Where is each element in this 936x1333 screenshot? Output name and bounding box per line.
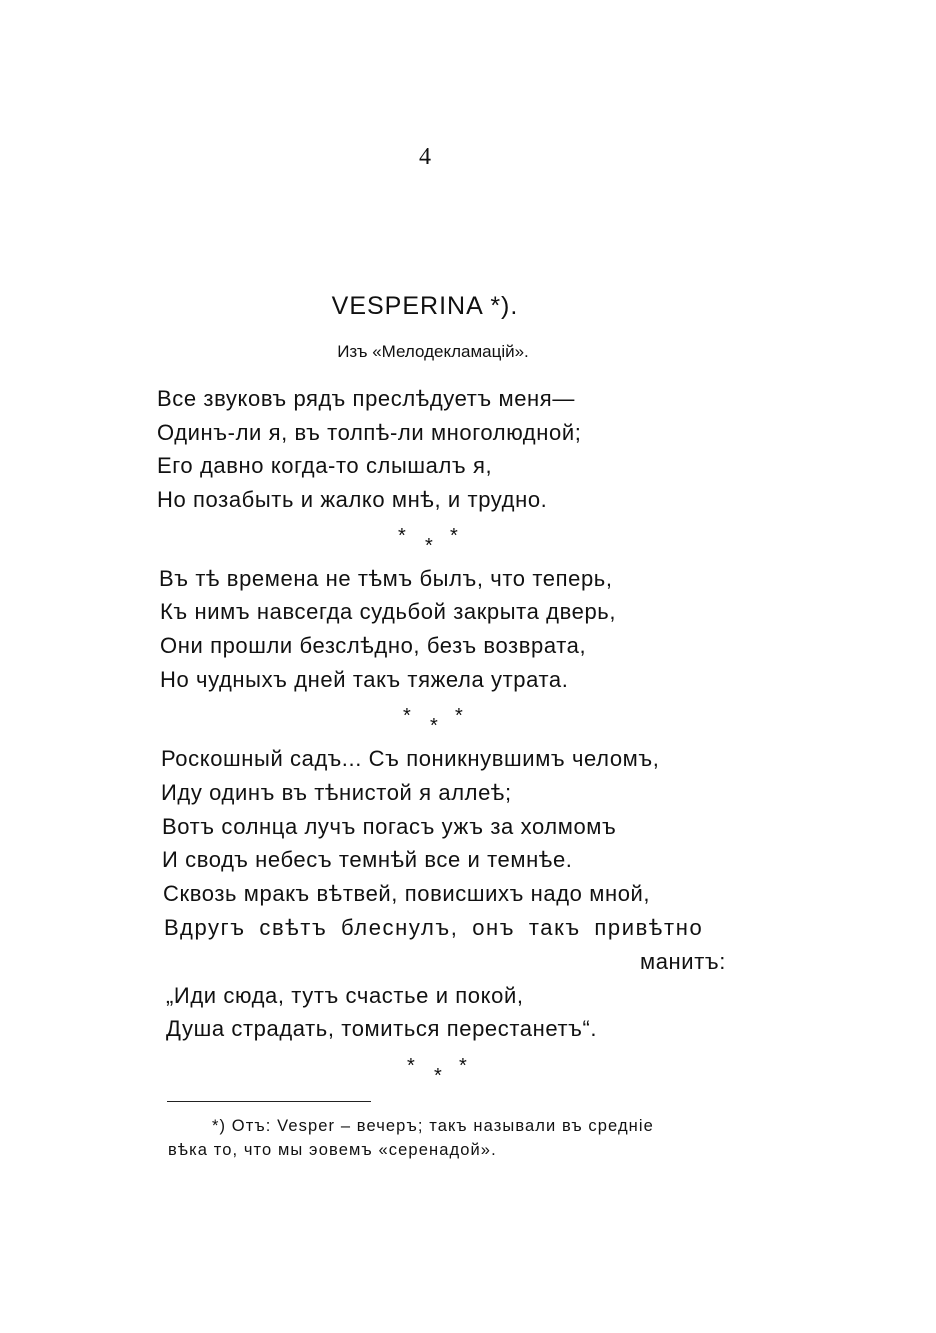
poem-subtitle: Изъ «Мелодекламацій». — [337, 342, 529, 361]
footnote-line: вѣка то, что мы эовемъ «серенадой». — [168, 1141, 497, 1159]
verse-line: Иду одинъ въ тѣнистой я аллеѣ; — [161, 780, 512, 805]
asterisk: * — [434, 1065, 442, 1087]
verse-line: Роскошный садъ... Съ поникнувшимъ челомъ, — [161, 746, 660, 771]
footnote-divider — [167, 1101, 371, 1102]
verse-line: Вотъ солнца лучъ погасъ ужъ за холмомъ — [162, 814, 617, 839]
verse-line: Одинъ-ли я, въ толпѣ-ли многолюдной; — [157, 420, 582, 445]
verse-line: Сквозь мракъ вѣтвей, повисшихъ надо мной, — [163, 881, 651, 906]
stanza-separator — [403, 706, 483, 746]
verse-line: Въ тѣ времена не тѣмъ былъ, что теперь, — [159, 566, 613, 591]
asterisk: * — [398, 525, 406, 547]
asterisk: * — [403, 705, 411, 727]
asterisk: * — [455, 705, 463, 727]
verse-line: Душа страдать, томиться перестанетъ“. — [166, 1016, 598, 1041]
verse-line: Но позабыть и жалко мнѣ, и трудно. — [157, 487, 548, 512]
asterisk: * — [459, 1055, 467, 1077]
asterisk: * — [425, 535, 433, 557]
verse-line: Все звуковъ рядъ преслѣдуетъ меня— — [157, 386, 575, 411]
verse-line: Они прошли безслѣдно, безъ возврата, — [160, 633, 587, 658]
verse-line: Къ нимъ навсегда судьбой закрыта дверь, — [160, 599, 617, 624]
verse-line: И сводъ небесъ темнѣй все и темнѣе. — [162, 847, 573, 872]
verse-line: Его давно когда-то слышалъ я, — [157, 453, 493, 478]
stanza-separator — [407, 1056, 487, 1096]
asterisk: * — [430, 715, 438, 737]
stanza-separator — [398, 526, 478, 566]
verse-line: Вдругъ свѣтъ блеснулъ, онъ такъ привѣтно — [164, 915, 704, 940]
asterisk: * — [407, 1055, 415, 1077]
verse-line: „Иди сюда, тутъ счастье и покой, — [166, 983, 524, 1008]
poem-title: VESPERINA *). — [331, 292, 519, 320]
footnote-line: *) Отъ: Vesper – вечеръ; такъ называли въ среднiе — [212, 1117, 654, 1135]
page-number: 4 — [419, 144, 431, 170]
asterisk: * — [450, 525, 458, 547]
verse-line-continuation: манитъ: — [640, 949, 726, 974]
verse-line: Но чудныхъ дней такъ тяжела утрата. — [160, 667, 569, 692]
